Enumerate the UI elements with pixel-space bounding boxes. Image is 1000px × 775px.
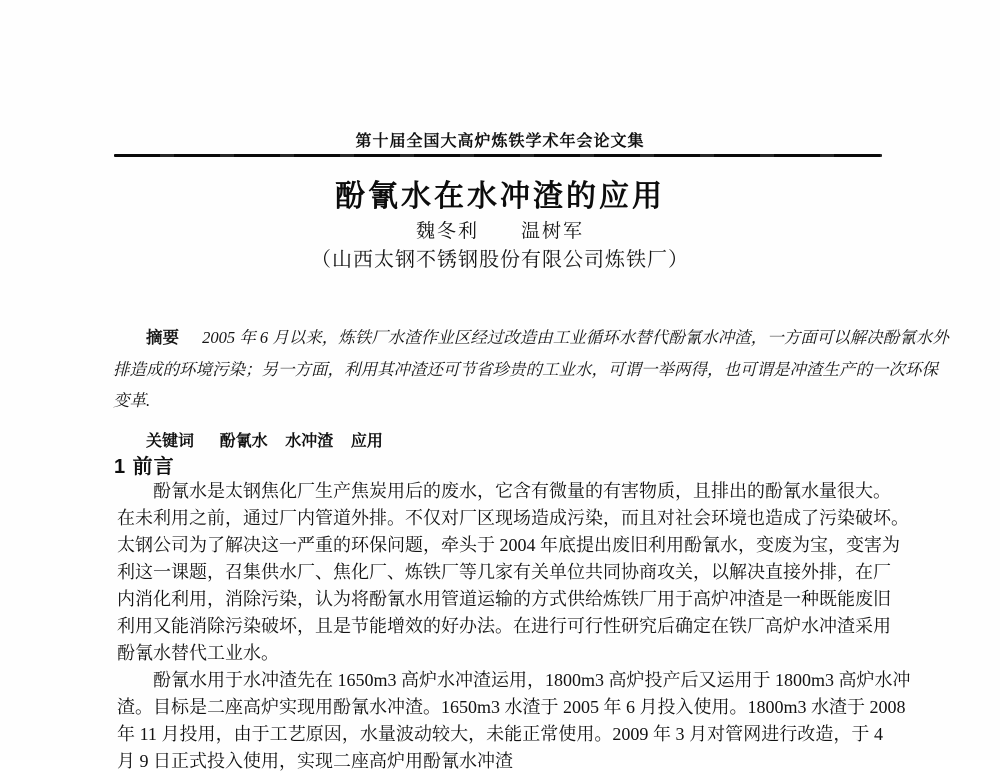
keyword-term: 酚氰水 [219,433,268,450]
keyword-term: 水冲渣 [285,433,334,450]
body-line: 酚氰水替代工业水。 [117,643,279,663]
abstract-label: 摘要 [146,329,179,347]
body-line: 利这一课题，召集供水厂、焦化厂、炼铁厂等几家有关单位共同协商攻关，以解决直接外排，在厂 [117,562,891,582]
body-line: 渣。目标是二座高炉实现用酚氰水冲渣。1650m3 水渣于 2005 年 6 月投入使用。1800m3 水渣于 2008 [117,697,906,717]
paper-title: 酚氰水在水冲渣的应用 [335,180,665,213]
proceedings-header: 第十届全国大高炉炼铁学术年会论文集 [355,133,645,150]
keywords-block [113,428,883,451]
authors: 魏冬利 温树军 [415,221,584,242]
body-line: 太钢公司为了解决这一严重的环保问题，牵头于 2004 年底提出废旧利用酚氰水，变废为宝，变害为 [117,535,900,555]
abstract-line [113,322,949,354]
body-line: 酚氰水是太钢焦化厂生产焦炭用后的废水，它含有微量的有害物质，且排出的酚氰水量很大。 [153,481,891,501]
body-line: 利用又能消除污染破坏，且是节能增效的好办法。在进行可行性研究后确定在铁厂高炉水冲渣采用 [117,616,891,636]
body-line: 月 9 日正式投入使用，实现二座高炉用酚氰水冲渣 [117,751,513,771]
body-line: 在未利用之前，通过厂内管道外排。不仅对厂区现场造成污染，而且对社会环境也造成了污染破坏。 [117,508,909,528]
keywords-label: 关键词 [146,433,195,450]
abstract-text: 2005 年 6 月以来，炼铁厂水渣作业区经过改造由工业循环水替代酚氰水冲渣，一方面可以解决酚氰水外 [202,328,949,347]
abstract-line: 排造成的环境污染；另一方面，利用其冲渣还可节省珍贵的工业水，可谓一举两得，也可谓是冲渣生产的一次环保 [113,360,938,379]
body-line: 内消化利用，消除污染，认为将酚氰水用管道运输的方式供给炼铁厂用于高炉冲渣是一种既能废旧 [117,589,891,609]
body-text [117,478,911,775]
header-divider-rule [114,154,882,157]
keyword-term: 应用 [350,433,383,450]
abstract-block [113,322,949,416]
section-heading: 1 前言 [114,456,175,478]
body-line: 年 11 月投用，由于工艺原因，水量波动较大，未能正常使用。2009 年 3 月对管网进行改造，于 4 [117,724,883,744]
abstract-line: 变革. [113,391,151,410]
body-line: 酚氰水用于水冲渣先在 1650m3 高炉水冲渣运用，1800m3 高炉投产后又运用于 1800m3 高炉水冲 [153,670,911,690]
affiliation: （山西太钢不锈钢股份有限公司炼铁厂） [311,249,689,271]
